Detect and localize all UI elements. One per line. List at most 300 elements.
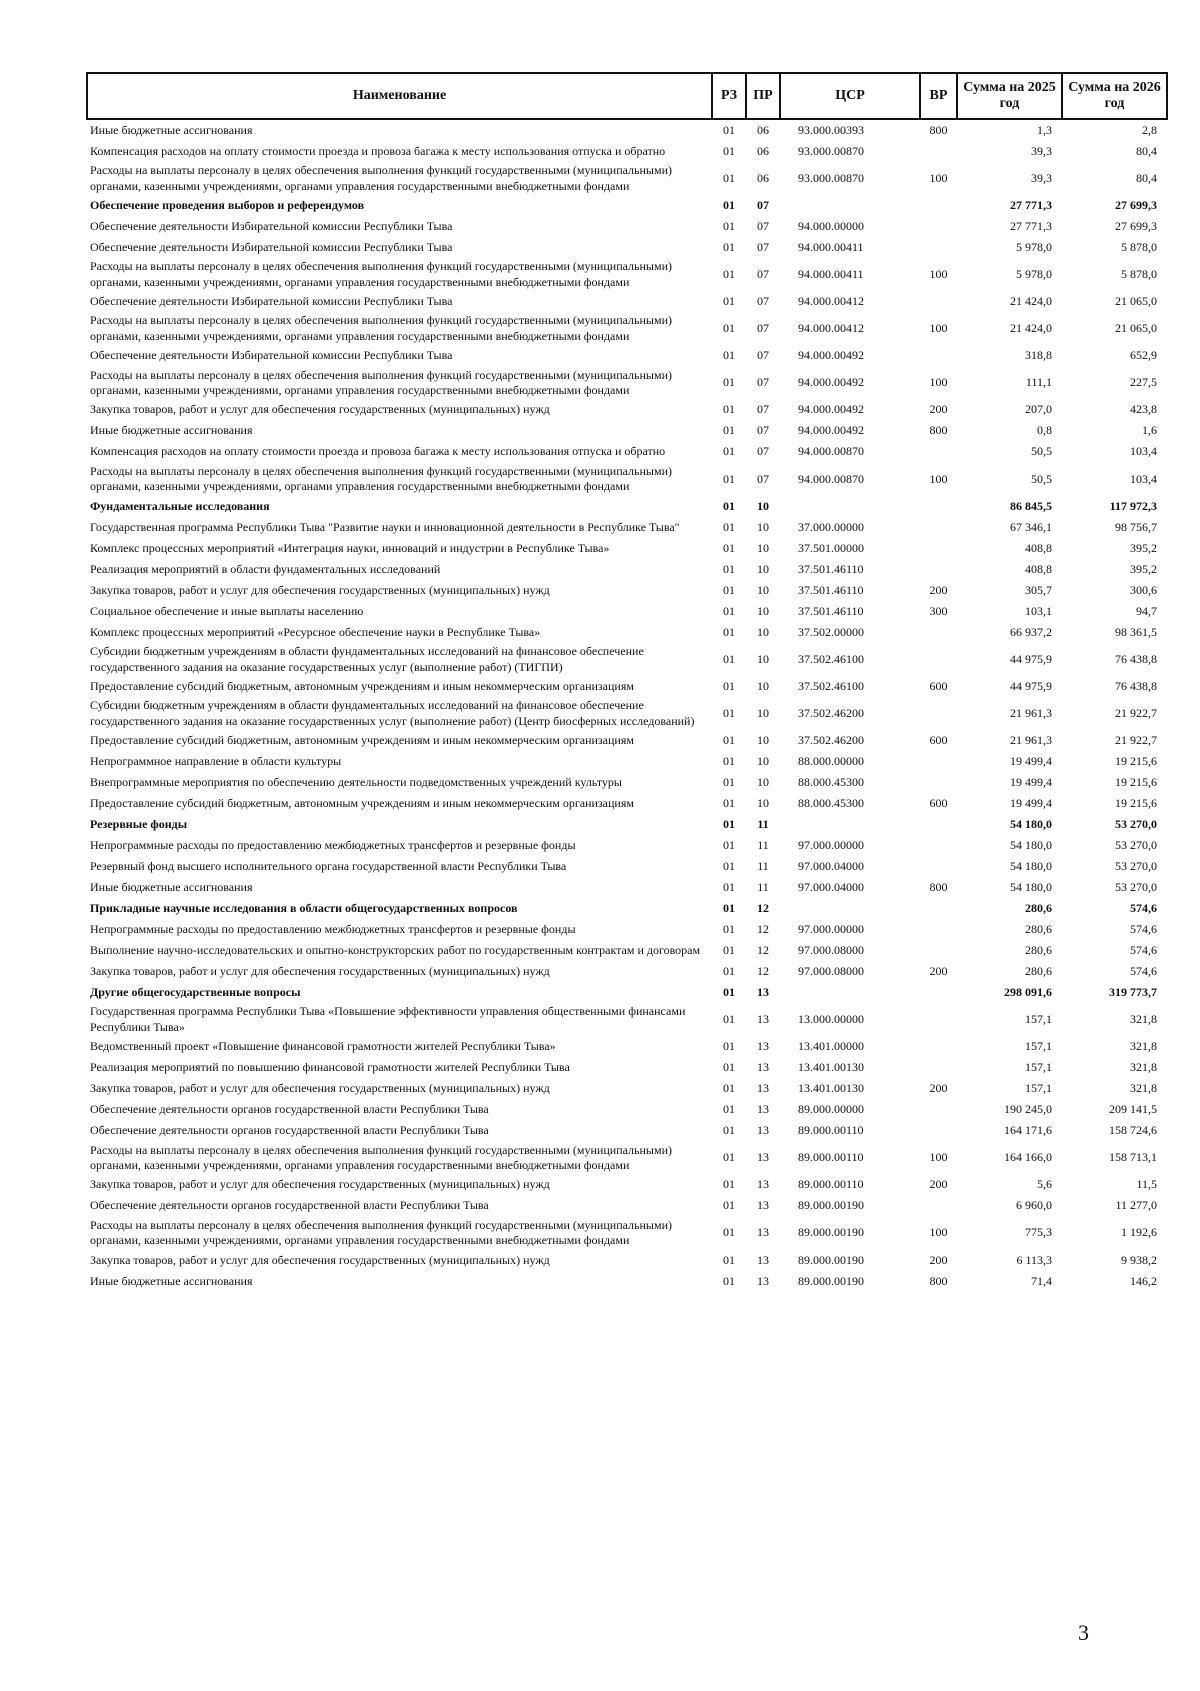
cell-sum-2026: 574,6 — [1130, 922, 1157, 937]
cell-sum-2026: 5 878,0 — [1121, 266, 1157, 281]
cell-csr: 89.000.00110 — [798, 1123, 864, 1138]
cell-pr: 10 — [757, 603, 769, 618]
cell-name: Обеспечение деятельности Избирательной комиссии Республики Тыва — [90, 218, 453, 233]
cell-sum-2025: 280,6 — [1025, 964, 1052, 979]
table-row — [87, 793, 1167, 814]
cell-sum-2026: 11,5 — [1136, 1177, 1157, 1192]
cell-sum-2026: 53 270,0 — [1115, 880, 1157, 895]
cell-sum-2025: 318,8 — [1025, 348, 1052, 363]
cell-vr — [920, 1100, 957, 1121]
cell-pr: 10 — [757, 624, 769, 639]
cell-rz: 01 — [723, 423, 735, 438]
cell-sum-2025: 54 180,0 — [1010, 880, 1052, 895]
cell-sum-2025: 27 771,3 — [1010, 218, 1052, 233]
cell-rz: 01 — [723, 1252, 735, 1267]
table-row — [87, 367, 1167, 400]
cell-rz: 01 — [723, 321, 735, 336]
cell-vr — [920, 856, 957, 877]
cell-pr: 13 — [757, 1273, 769, 1288]
cell-csr: 88.000.45300 — [798, 796, 864, 811]
cell-sum-2025: 44 975,9 — [1010, 651, 1052, 666]
cell-sum-2026: 1,6 — [1142, 423, 1157, 438]
cell-pr: 10 — [757, 775, 769, 790]
cell-sum-2026: 395,2 — [1130, 561, 1157, 576]
cell-vr — [920, 814, 957, 835]
cell-sum-2026: 321,8 — [1130, 1012, 1157, 1027]
cell-pr: 12 — [757, 901, 769, 916]
table-row — [87, 643, 1167, 676]
table-row — [87, 601, 1167, 622]
table-row — [87, 1100, 1167, 1121]
cell-rz: 01 — [723, 294, 735, 309]
cell-rz: 01 — [723, 817, 735, 832]
cell-sum-2026: 395,2 — [1130, 540, 1157, 555]
table-row — [87, 1037, 1167, 1058]
cell-csr: 94.000.00492 — [798, 423, 864, 438]
cell-sum-2025: 207,0 — [1025, 402, 1052, 417]
cell-vr — [920, 835, 957, 856]
table-row — [87, 940, 1167, 961]
cell-vr — [920, 195, 957, 216]
cell-csr: 89.000.00190 — [798, 1225, 864, 1240]
cell-rz: 01 — [723, 471, 735, 486]
cell-sum-2025: 111,1 — [1025, 375, 1052, 390]
cell-rz: 01 — [723, 603, 735, 618]
cell-sum-2026: 103,4 — [1130, 444, 1157, 459]
table-row — [87, 442, 1167, 463]
cell-csr — [780, 898, 920, 919]
cell-sum-2026: 321,8 — [1130, 1081, 1157, 1096]
cell-sum-2026: 1 192,6 — [1121, 1225, 1157, 1240]
cell-rz: 01 — [723, 754, 735, 769]
cell-csr — [780, 814, 920, 835]
cell-csr: 37.502.00000 — [798, 624, 864, 639]
cell-sum-2025: 44 975,9 — [1010, 678, 1052, 693]
cell-name: Социальное обеспечение и иные выплаты населению — [90, 603, 364, 618]
cell-rz: 01 — [723, 964, 735, 979]
cell-csr: 13.401.00130 — [798, 1060, 864, 1075]
cell-pr: 13 — [757, 1060, 769, 1075]
cell-pr: 07 — [757, 266, 769, 281]
cell-rz: 01 — [723, 170, 735, 185]
cell-sum-2025: 19 499,4 — [1010, 754, 1052, 769]
cell-name: Расходы на выплаты персоналу в целях обеспечения выполнения функций государственными (муниципальными) органами, казенными учреждениями, органами управления государственными внебюджетными фондами — [90, 313, 673, 343]
table-row — [87, 421, 1167, 442]
cell-pr: 07 — [757, 294, 769, 309]
cell-name: Государственная программа Республики Тыва «Повышение эффективности управления общественными финансами Республики Тыва» — [90, 1004, 686, 1034]
cell-sum-2025: 21 424,0 — [1010, 321, 1052, 336]
cell-sum-2025: 86 845,5 — [1010, 498, 1052, 513]
cell-sum-2025: 6 113,3 — [1016, 1252, 1052, 1267]
cell-csr: 37.501.46110 — [798, 561, 864, 576]
cell-name: Субсидии бюджетным учреждениям в области фундаментальных исследований на финансовое обеспечение государственного задания на оказание государственных услуг (выполнение работ) (ТИГПИ) — [90, 643, 644, 674]
cell-vr: 100 — [929, 1150, 948, 1165]
cell-vr — [920, 1196, 957, 1217]
cell-sum-2026: 9 938,2 — [1121, 1252, 1157, 1267]
cell-name: Реализация мероприятий по повышению финансовой грамотности жителей Республики Тыва — [90, 1060, 570, 1075]
cell-pr: 10 — [757, 754, 769, 769]
cell-rz: 01 — [723, 651, 735, 666]
cell-sum-2025: 280,6 — [1025, 943, 1052, 958]
cell-rz: 01 — [723, 1225, 735, 1240]
cell-csr: 93.000.00393 — [798, 122, 864, 137]
table-row — [87, 312, 1167, 345]
cell-sum-2025: 5 978,0 — [1016, 239, 1052, 254]
header-pr: ПР — [746, 73, 780, 119]
cell-name: Другие общегосударственные вопросы — [90, 985, 301, 1000]
cell-sum-2025: 27 771,3 — [1010, 197, 1052, 212]
header-csr: ЦСР — [780, 73, 920, 119]
cell-sum-2026: 652,9 — [1130, 348, 1157, 363]
table-row — [87, 751, 1167, 772]
cell-sum-2026: 94,7 — [1136, 603, 1157, 618]
cell-pr: 12 — [757, 943, 769, 958]
cell-pr: 07 — [757, 218, 769, 233]
section-row — [87, 195, 1167, 216]
cell-vr: 800 — [929, 423, 948, 438]
table-row — [87, 697, 1167, 730]
cell-vr — [920, 622, 957, 643]
cell-vr — [920, 919, 957, 940]
cell-csr: 97.000.00000 — [798, 838, 864, 853]
cell-csr: 89.000.00190 — [798, 1273, 864, 1288]
cell-sum-2025: 0,8 — [1037, 423, 1052, 438]
cell-csr: 94.000.00000 — [798, 218, 864, 233]
cell-name: Иные бюджетные ассигнования — [90, 423, 253, 438]
cell-vr — [920, 237, 957, 258]
cell-pr: 13 — [757, 1039, 769, 1054]
page-number: 3 — [1078, 1620, 1089, 1645]
cell-sum-2025: 280,6 — [1025, 922, 1052, 937]
cell-pr: 11 — [757, 880, 769, 895]
cell-vr: 600 — [929, 733, 948, 748]
table-row — [87, 1142, 1167, 1175]
cell-rz: 01 — [723, 985, 735, 1000]
cell-sum-2025: 103,1 — [1025, 603, 1052, 618]
cell-csr: 94.000.00492 — [798, 348, 864, 363]
table-row — [87, 676, 1167, 697]
table-row — [87, 1271, 1167, 1292]
cell-sum-2026: 19 215,6 — [1115, 796, 1157, 811]
cell-sum-2026: 53 270,0 — [1115, 838, 1157, 853]
table-row — [87, 961, 1167, 982]
cell-name: Компенсация расходов на оплату стоимости проезда и провоза багажа к месту использования отпуска и обратно — [90, 143, 666, 158]
cell-sum-2026: 117 972,3 — [1109, 498, 1157, 513]
cell-csr: 97.000.08000 — [798, 964, 864, 979]
cell-pr: 06 — [757, 143, 769, 158]
cell-pr: 07 — [757, 375, 769, 390]
cell-sum-2025: 71,4 — [1031, 1273, 1052, 1288]
cell-csr: 13.000.00000 — [798, 1012, 864, 1027]
cell-sum-2026: 76 438,8 — [1115, 678, 1157, 693]
cell-csr: 37.501.46110 — [798, 603, 864, 618]
cell-sum-2025: 19 499,4 — [1010, 775, 1052, 790]
cell-sum-2025: 39,3 — [1031, 170, 1052, 185]
cell-vr: 100 — [929, 375, 948, 390]
cell-name: Фундаментальные исследования — [90, 498, 270, 513]
cell-vr — [920, 898, 957, 919]
cell-name: Ведомственный проект «Повышение финансовой грамотности жителей Республики Тыва» — [90, 1039, 556, 1054]
cell-name: Иные бюджетные ассигнования — [90, 1273, 253, 1288]
cell-pr: 13 — [757, 1177, 769, 1192]
cell-name: Внепрограммные мероприятия по обеспечению деятельности подведомственных учреждений культуры — [90, 775, 622, 790]
cell-vr — [920, 1003, 957, 1036]
cell-csr: 88.000.00000 — [798, 754, 864, 769]
cell-rz: 01 — [723, 218, 735, 233]
section-row — [87, 496, 1167, 517]
cell-vr: 100 — [929, 321, 948, 336]
cell-pr: 10 — [757, 651, 769, 666]
cell-pr: 07 — [757, 423, 769, 438]
cell-name: Непрограммные расходы по предоставлению межбюджетных трансфертов и резервные фонды — [90, 922, 576, 937]
cell-vr — [920, 1121, 957, 1142]
table-row — [87, 1217, 1167, 1250]
cell-sum-2026: 319 773,7 — [1109, 985, 1157, 1000]
table-row — [87, 1175, 1167, 1196]
cell-name: Закупка товаров, работ и услуг для обеспечения государственных (муниципальных) нужд — [90, 1252, 550, 1267]
table-row — [87, 856, 1167, 877]
section-row — [87, 982, 1167, 1003]
table-row — [87, 237, 1167, 258]
header-sum-2026: Сумма на 2026 год — [1062, 73, 1167, 119]
cell-sum-2026: 80,4 — [1136, 143, 1157, 158]
cell-csr: 89.000.00000 — [798, 1102, 864, 1117]
table-row — [87, 141, 1167, 162]
cell-name: Расходы на выплаты персоналу в целях обеспечения выполнения функций государственными (муниципальными) органами, казенными учреждениями, органами управления государственными внебюджетными фондами — [90, 1142, 673, 1173]
table-row — [87, 1003, 1167, 1036]
cell-csr: 94.000.00492 — [798, 402, 864, 417]
cell-vr — [920, 442, 957, 463]
cell-sum-2025: 1,3 — [1037, 122, 1052, 137]
cell-csr: 37.502.46100 — [798, 651, 864, 666]
cell-sum-2025: 305,7 — [1025, 582, 1052, 597]
cell-vr — [920, 697, 957, 730]
cell-sum-2026: 21 922,7 — [1115, 705, 1157, 720]
cell-csr: 97.000.04000 — [798, 859, 864, 874]
cell-vr: 800 — [929, 122, 948, 137]
cell-csr: 94.000.00411 — [798, 239, 864, 254]
header-name: Наименование — [87, 73, 712, 119]
table-row — [87, 919, 1167, 940]
cell-csr: 89.000.00110 — [798, 1177, 864, 1192]
cell-vr — [920, 940, 957, 961]
cell-name: Компенсация расходов на оплату стоимости проезда и провоза багажа к месту использования отпуска и обратно — [90, 444, 666, 459]
cell-rz: 01 — [723, 498, 735, 513]
cell-rz: 01 — [723, 943, 735, 958]
cell-sum-2026: 27 699,3 — [1115, 197, 1157, 212]
cell-rz: 01 — [723, 901, 735, 916]
cell-rz: 01 — [723, 624, 735, 639]
cell-name: Расходы на выплаты персоналу в целях обеспечения выполнения функций государственными (муниципальными) органами, казенными учреждениями, органами управления государственными внебюджетными фондами — [90, 163, 673, 193]
cell-rz: 01 — [723, 775, 735, 790]
cell-pr: 07 — [757, 471, 769, 486]
cell-sum-2025: 21 424,0 — [1010, 294, 1052, 309]
cell-pr: 06 — [757, 170, 769, 185]
cell-sum-2025: 21 961,3 — [1010, 705, 1052, 720]
cell-sum-2025: 164 166,0 — [1004, 1150, 1052, 1165]
cell-vr: 300 — [929, 603, 948, 618]
cell-pr: 12 — [757, 922, 769, 937]
cell-vr — [920, 538, 957, 559]
cell-csr: 37.502.46100 — [798, 678, 864, 693]
cell-name: Иные бюджетные ассигнования — [90, 880, 253, 895]
cell-sum-2026: 98 361,5 — [1115, 624, 1157, 639]
cell-csr: 94.000.00412 — [798, 294, 864, 309]
cell-vr: 600 — [929, 796, 948, 811]
cell-csr — [780, 195, 920, 216]
cell-sum-2026: 11 277,0 — [1115, 1198, 1157, 1213]
cell-name: Обеспечение деятельности органов государственной власти Республики Тыва — [90, 1102, 489, 1117]
cell-sum-2025: 67 346,1 — [1010, 519, 1052, 534]
cell-sum-2026: 321,8 — [1130, 1039, 1157, 1054]
cell-name: Предоставление субсидий бюджетным, автономным учреждениям и иным некоммерческим организациям — [90, 678, 634, 693]
cell-sum-2025: 54 180,0 — [1010, 859, 1052, 874]
cell-pr: 10 — [757, 582, 769, 597]
cell-rz: 01 — [723, 733, 735, 748]
cell-pr: 10 — [757, 540, 769, 555]
cell-name: Иные бюджетные ассигнования — [90, 122, 253, 137]
cell-name: Расходы на выплаты персоналу в целях обеспечения выполнения функций государственными (муниципальными) органами, казенными учреждениями, органами управления государственными внебюджетными фондами — [90, 463, 673, 494]
cell-pr: 07 — [757, 348, 769, 363]
cell-name: Субсидии бюджетным учреждениям в области фундаментальных исследований на финансовое обеспечение государственного задания на оказание государственных услуг (выполнение работ) (Центр биосферных исследований) — [90, 698, 695, 728]
cell-name: Обеспечение деятельности Избирательной комиссии Республики Тыва — [90, 348, 453, 363]
cell-csr — [780, 982, 920, 1003]
cell-vr: 100 — [929, 266, 948, 281]
cell-rz: 01 — [723, 705, 735, 720]
cell-rz: 01 — [723, 197, 735, 212]
table-row — [87, 580, 1167, 601]
cell-name: Обеспечение деятельности Избирательной комиссии Республики Тыва — [90, 239, 453, 254]
cell-sum-2026: 19 215,6 — [1115, 754, 1157, 769]
cell-name: Обеспечение проведения выборов и референдумов — [90, 197, 365, 212]
cell-name: Комплекс процессных мероприятий «Ресурсное обеспечение науки в Республике Тыва» — [90, 624, 541, 639]
section-row — [87, 814, 1167, 835]
cell-pr: 07 — [757, 239, 769, 254]
cell-csr: 94.000.00412 — [798, 321, 864, 336]
cell-name: Обеспечение деятельности органов государственной власти Республики Тыва — [90, 1123, 489, 1138]
cell-sum-2026: 76 438,8 — [1115, 651, 1157, 666]
cell-sum-2026: 27 699,3 — [1115, 218, 1157, 233]
cell-pr: 10 — [757, 561, 769, 576]
cell-name: Выполнение научно-исследовательских и опытно-конструкторских работ по государственным контрактам и договорам — [90, 943, 701, 958]
cell-rz: 01 — [723, 348, 735, 363]
cell-sum-2026: 227,5 — [1130, 375, 1157, 390]
cell-name: Реализация мероприятий в области фундаментальных исследований — [90, 561, 441, 576]
cell-vr — [920, 772, 957, 793]
cell-sum-2026: 103,4 — [1130, 471, 1157, 486]
cell-sum-2025: 54 180,0 — [1010, 817, 1052, 832]
cell-sum-2026: 19 215,6 — [1115, 775, 1157, 790]
cell-sum-2025: 54 180,0 — [1010, 838, 1052, 853]
cell-pr: 10 — [757, 705, 769, 720]
cell-pr: 13 — [757, 1252, 769, 1267]
cell-pr: 13 — [757, 1123, 769, 1138]
cell-name: Непрограммные расходы по предоставлению межбюджетных трансфертов и резервные фонды — [90, 838, 576, 853]
cell-csr: 94.000.00411 — [798, 266, 864, 281]
cell-csr: 13.401.00000 — [798, 1039, 864, 1054]
cell-sum-2025: 408,8 — [1025, 561, 1052, 576]
cell-csr: 37.000.00000 — [798, 519, 864, 534]
cell-name: Расходы на выплаты персоналу в целях обеспечения выполнения функций государственными (муниципальными) органами, казенными учреждениями, органами управления государственными внебюджетными фондами — [90, 1217, 673, 1248]
cell-sum-2026: 80,4 — [1136, 170, 1157, 185]
header-sum-2025: Сумма на 2025 год — [957, 73, 1062, 119]
cell-sum-2026: 158 713,1 — [1109, 1150, 1157, 1165]
table-row — [87, 835, 1167, 856]
cell-vr: 200 — [929, 964, 948, 979]
cell-pr: 07 — [757, 402, 769, 417]
cell-rz: 01 — [723, 444, 735, 459]
cell-vr: 200 — [929, 582, 948, 597]
table-row — [87, 216, 1167, 237]
cell-rz: 01 — [723, 922, 735, 937]
cell-pr: 13 — [757, 1150, 769, 1165]
cell-vr: 200 — [929, 1252, 948, 1267]
cell-name: Предоставление субсидий бюджетным, автономным учреждениям и иным некоммерческим организациям — [90, 733, 634, 748]
cell-csr — [780, 496, 920, 517]
cell-sum-2025: 39,3 — [1031, 143, 1052, 158]
cell-vr — [920, 141, 957, 162]
cell-sum-2025: 157,1 — [1025, 1060, 1052, 1075]
cell-pr: 13 — [757, 1081, 769, 1096]
cell-csr: 97.000.04000 — [798, 880, 864, 895]
cell-name: Государственная программа Республики Тыва "Развитие науки и инновационной деятельности в Республике Тыва" — [90, 519, 680, 534]
cell-vr — [920, 751, 957, 772]
cell-vr — [920, 643, 957, 676]
cell-vr: 800 — [929, 1273, 948, 1288]
table-row — [87, 463, 1167, 496]
cell-csr: 94.000.00870 — [798, 444, 864, 459]
cell-name: Обеспечение деятельности органов государственной власти Республики Тыва — [90, 1198, 489, 1213]
table-row — [87, 1121, 1167, 1142]
cell-sum-2026: 321,8 — [1130, 1060, 1157, 1075]
cell-name: Непрограммное направление в области культуры — [90, 754, 342, 769]
cell-pr: 12 — [757, 964, 769, 979]
cell-sum-2026: 53 270,0 — [1115, 859, 1157, 874]
table-header-row — [87, 73, 1167, 119]
cell-name: Расходы на выплаты персоналу в целях обеспечения выполнения функций государственными (муниципальными) органами, казенными учреждениями, органами управления государственными внебюджетными фондами — [90, 259, 673, 289]
cell-pr: 10 — [757, 519, 769, 534]
cell-name: Закупка товаров, работ и услуг для обеспечения государственных (муниципальных) нужд — [90, 582, 550, 597]
cell-vr: 200 — [929, 1081, 948, 1096]
table-row — [87, 400, 1167, 421]
cell-csr: 88.000.45300 — [798, 775, 864, 790]
table-row — [87, 1058, 1167, 1079]
table-row — [87, 162, 1167, 195]
cell-pr: 11 — [757, 859, 769, 874]
cell-sum-2025: 157,1 — [1025, 1012, 1052, 1027]
cell-sum-2025: 50,5 — [1031, 471, 1052, 486]
cell-sum-2026: 5 878,0 — [1121, 239, 1157, 254]
cell-csr: 37.502.46200 — [798, 733, 864, 748]
cell-vr: 200 — [929, 1177, 948, 1192]
cell-sum-2026: 158 724,6 — [1109, 1123, 1157, 1138]
cell-pr: 10 — [757, 796, 769, 811]
cell-rz: 01 — [723, 143, 735, 158]
cell-name: Резервный фонд высшего исполнительного органа государственной власти Республики Тыва — [90, 859, 567, 874]
cell-pr: 13 — [757, 1225, 769, 1240]
cell-name: Комплекс процессных мероприятий «Интеграция науки, инноваций и индустрии в Республике Тыва» — [90, 540, 610, 555]
cell-csr: 89.000.00190 — [798, 1252, 864, 1267]
table-row — [87, 772, 1167, 793]
cell-csr: 94.000.00492 — [798, 375, 864, 390]
cell-name: Резервные фонды — [90, 817, 188, 832]
cell-pr: 10 — [757, 498, 769, 513]
cell-sum-2025: 66 937,2 — [1010, 624, 1052, 639]
cell-vr: 800 — [929, 880, 948, 895]
cell-vr — [920, 346, 957, 367]
table-row — [87, 258, 1167, 291]
cell-name: Закупка товаров, работ и услуг для обеспечения государственных (муниципальных) нужд — [90, 964, 550, 979]
